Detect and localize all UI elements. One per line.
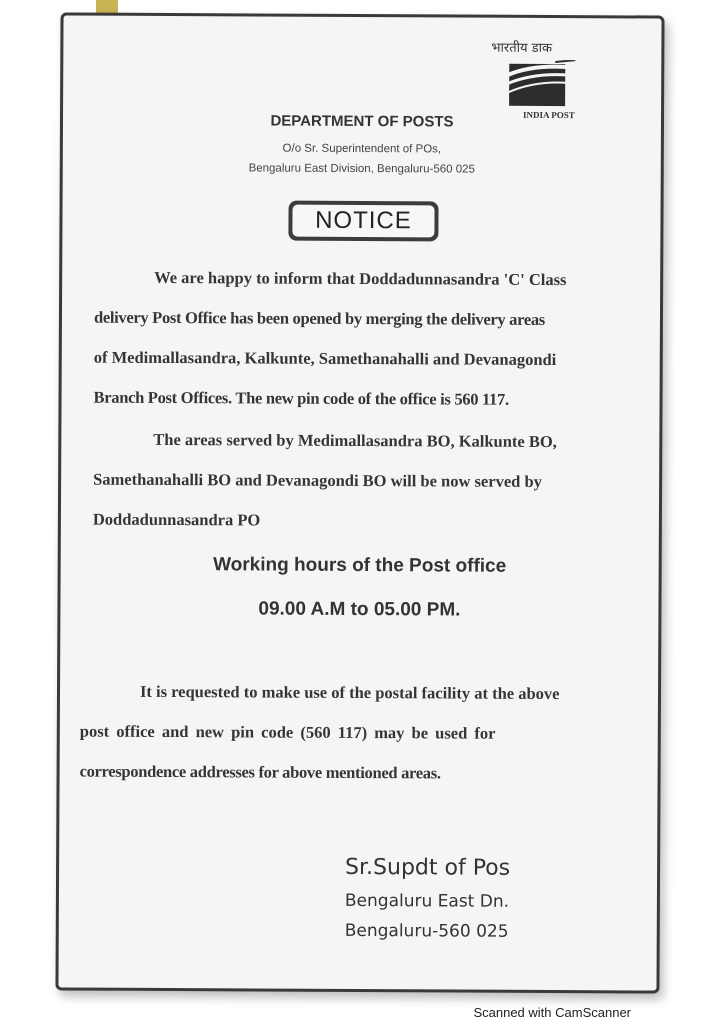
para3-line: It is requested to make use of the postal facility at the above xyxy=(139,681,560,704)
logo-caption: INDIA POST xyxy=(523,109,575,121)
signature-title: Sr.Supdt of Pos xyxy=(345,854,511,881)
para3-line: post office and new pin code (560 117) may be used for xyxy=(79,721,496,743)
para1-line: Branch Post Offices. The new pin code of the office is 560 117. xyxy=(93,387,509,409)
signature-line-2: Bengaluru East Dn. xyxy=(344,890,510,912)
notice-label: NOTICE xyxy=(292,205,434,238)
notice-document xyxy=(55,12,664,993)
logo-hindi-text: भारतीय डाक xyxy=(491,40,553,56)
scanner-watermark: Scanned with CamScanner xyxy=(473,1005,631,1020)
para2-line: Samethanahalli BO and Devanagondi BO will be now served by xyxy=(93,469,542,491)
working-hours-value: 09.00 A.M to 05.00 PM. xyxy=(258,598,461,621)
department-heading: DEPARTMENT OF POSTS xyxy=(270,112,454,131)
notice-badge xyxy=(288,201,438,242)
para1-line: delivery Post Office has been opened by merging the delivery areas xyxy=(93,307,546,329)
office-line-2: Bengaluru East Division, Bengaluru-560 025 xyxy=(248,162,475,176)
para2-line: The areas served by Medimallasandra BO, Kalkunte BO, xyxy=(153,429,557,452)
para2-line: Doddadunnasandra PO xyxy=(92,509,261,530)
working-hours-title: Working hours of the Post office xyxy=(213,554,507,577)
para1-line: of Medimallasandra, Kalkunte, Samethanahalli and Devanagondi xyxy=(93,347,557,370)
para3-line: correspondence addresses for above mentioned areas. xyxy=(79,761,441,783)
india-post-emblem-icon xyxy=(495,60,579,108)
signature-line-3: Bengaluru-560 025 xyxy=(344,920,509,942)
para1-line: We are happy to inform that Doddadunnasandra 'C' Class xyxy=(154,267,567,290)
india-post-logo xyxy=(477,38,597,125)
office-line-1: O/o Sr. Superintendent of POs, xyxy=(282,142,442,156)
